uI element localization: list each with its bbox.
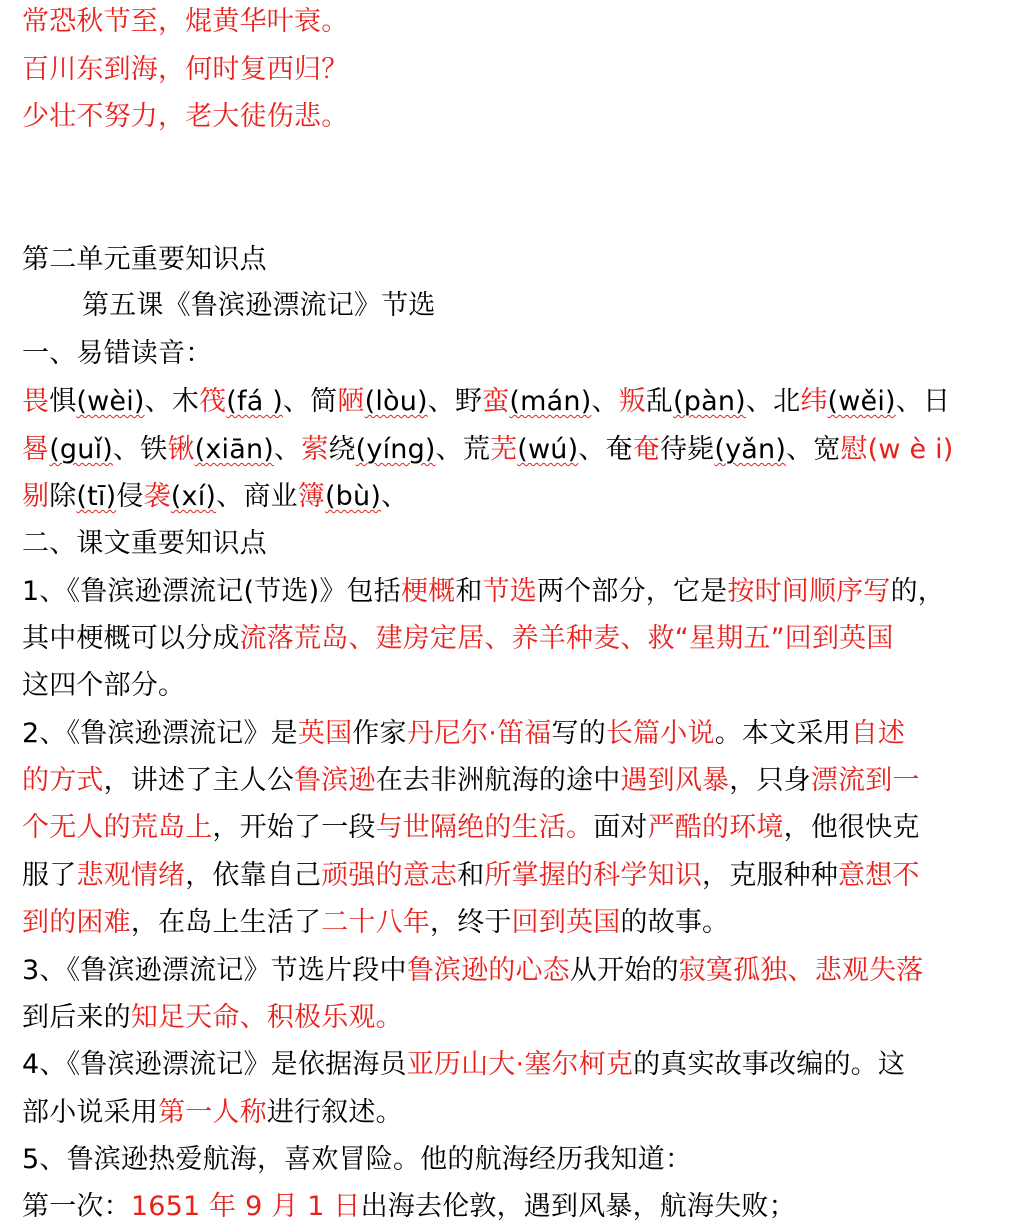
pinyin-annotation: (bù) <box>324 481 382 512</box>
highlighted-text: (w è i) <box>867 434 954 465</box>
text-segment: 其中梗概可以分成 <box>22 623 240 654</box>
highlighted-text: 节选 <box>482 576 537 607</box>
text-segment: 4、《鲁滨逊漂流记》是依据海员 <box>22 1049 407 1080</box>
point-line <box>22 951 924 991</box>
highlighted-text: 寂寞孤独、悲观失落 <box>678 955 924 986</box>
highlighted-text: 锹 <box>167 434 195 465</box>
point-line <box>22 903 729 943</box>
text-segment: 、日 <box>895 386 951 417</box>
text-segment: 。本文采用 <box>714 718 851 749</box>
highlighted-text: 的方式 <box>22 765 104 796</box>
point-line <box>22 1093 403 1133</box>
highlighted-text: 剔 <box>22 481 50 512</box>
pinyin-annotation: (wěi) <box>827 386 896 417</box>
highlighted-text: 顽强的意志 <box>321 860 458 891</box>
highlighted-text: 叛 <box>618 386 646 417</box>
text-segment: 惧 <box>49 386 77 417</box>
highlighted-text: 流落荒岛、建房定居、养羊种麦、救“星期五”回到英国 <box>239 623 894 654</box>
point-line <box>22 666 185 706</box>
pinyin-annotation: (pàn) <box>673 386 746 417</box>
poem-line-2: 百川东到海，何时复西归？ <box>22 54 349 85</box>
pinyin-annotation: (xiān) <box>194 434 275 465</box>
text-segment: 、铁 <box>113 434 168 465</box>
text-segment: 、商业 <box>216 481 298 512</box>
text-segment: 在去非洲航海的途中 <box>375 765 621 796</box>
pinyin-annotation: (mán) <box>509 386 592 417</box>
point-line <box>22 808 920 848</box>
text-segment: 、野 <box>427 386 483 417</box>
pinyin-annotation: (wèi) <box>76 386 145 417</box>
highlighted-text: 陋 <box>337 386 365 417</box>
text-segment: 面对 <box>593 812 648 843</box>
text-segment: 2、《鲁滨逊漂流记》是 <box>22 718 298 749</box>
highlighted-text: 芜 <box>490 434 518 465</box>
text-segment: 、 <box>274 434 302 465</box>
highlighted-text: 按时间顺序写 <box>727 576 891 607</box>
text-segment: 除 <box>49 481 77 512</box>
pinyin-annotation: (lòu) <box>364 386 428 417</box>
highlighted-text: 梗概 <box>400 576 456 607</box>
highlighted-text: 自述 <box>850 718 906 749</box>
highlighted-text: 晷 <box>22 434 50 465</box>
highlighted-text: 知足天命、积极乐观。 <box>130 1002 403 1033</box>
highlighted-text: 畏 <box>22 386 50 417</box>
highlighted-text: 到的困难 <box>22 907 131 938</box>
highlighted-text: 长篇小说 <box>605 718 715 749</box>
text-segment: 到后来的 <box>22 1002 131 1033</box>
lesson-title: 第五课《鲁滨逊漂流记》节选 <box>82 290 436 321</box>
highlighted-text: 鲁滨逊的心态 <box>406 955 570 986</box>
text-segment: 1、《鲁滨逊漂流记(节选)》包括 <box>22 576 401 607</box>
text-segment: ，依靠自己 <box>185 860 322 891</box>
section-title-pronunciation: 一、易错读音： <box>22 338 213 369</box>
highlighted-text: 严酷的环境 <box>647 812 784 843</box>
section-title-key-points: 二、课文重要知识点 <box>22 528 267 559</box>
highlighted-text: 蛮 <box>482 386 510 417</box>
text-segment: 、荒 <box>435 434 491 465</box>
text-segment: ，在岛上生活了 <box>130 907 322 938</box>
point-line <box>22 998 403 1038</box>
poem-line-3: 少壮不努力，老大徒伤悲。 <box>22 101 349 132</box>
text-segment: ，克服种种 <box>702 860 839 891</box>
pronunciation-line-1 <box>22 382 950 422</box>
point-line <box>22 761 920 801</box>
text-segment: 绕 <box>328 434 356 465</box>
text-segment: 这四个部分。 <box>22 670 186 701</box>
text-segment: 部小说采用 <box>22 1097 158 1128</box>
text-segment: 第一次： <box>22 1191 131 1222</box>
pinyin-annotation: (yǎn) <box>714 434 787 465</box>
text-segment: 作家 <box>352 718 407 749</box>
highlighted-text: 所掌握的科学知识 <box>484 860 703 891</box>
highlighted-text: 漂流到一 <box>810 765 920 796</box>
pronunciation-line-3 <box>22 477 408 517</box>
highlighted-text: 簿 <box>297 481 325 512</box>
text-segment: 和 <box>455 576 483 607</box>
text-segment: 乱 <box>645 386 674 417</box>
text-segment: 两个部分，它是 <box>536 576 728 607</box>
highlighted-text: 萦 <box>301 434 329 465</box>
text-segment: 、 <box>591 386 619 417</box>
text-segment: 、木 <box>144 386 200 417</box>
text-segment: 侵 <box>116 481 144 512</box>
pronunciation-line-2 <box>22 430 954 470</box>
pinyin-annotation: (guǐ) <box>49 434 114 465</box>
highlighted-text: 意想不 <box>838 860 920 891</box>
text-segment: 的故事。 <box>620 907 730 938</box>
text-segment: 待毙 <box>659 434 715 465</box>
text-segment: ，开始了一段 <box>212 812 376 843</box>
point-line <box>22 572 945 612</box>
text-segment: 5、鲁滨逊热爱航海，喜欢冒险。他的航海经历我知道： <box>22 1144 693 1175</box>
highlighted-text: 筏 <box>199 386 227 417</box>
highlighted-text: 袭 <box>143 481 171 512</box>
text-segment: 、北 <box>745 386 801 417</box>
pinyin-annotation: (xí) <box>170 481 217 512</box>
text-segment: ，只身 <box>729 765 811 796</box>
highlighted-text: 回到英国 <box>511 907 621 938</box>
highlighted-text: 遇到风暴 <box>620 765 730 796</box>
text-segment: 、宽 <box>786 434 841 465</box>
text-segment: 进行叙述。 <box>266 1097 403 1128</box>
highlighted-text: 二十八年 <box>321 907 431 938</box>
pinyin-annotation: (wú) <box>517 434 579 465</box>
poem-line-1: 常恐秋节至，焜黄华叶衰。 <box>22 6 349 37</box>
point-line <box>22 1140 692 1180</box>
highlighted-text: 第一人称 <box>158 1097 267 1128</box>
highlighted-text: 慰 <box>840 434 868 465</box>
highlighted-text: 个无人的荒岛上 <box>22 812 213 843</box>
text-segment: 和 <box>457 860 485 891</box>
text-segment: 的， <box>890 576 945 607</box>
point-line <box>22 1187 796 1227</box>
highlighted-text: 悲观情绪 <box>76 860 186 891</box>
unit-title: 第二单元重要知识点 <box>22 244 267 275</box>
text-segment: ，他很快克 <box>783 812 920 843</box>
point-line <box>22 856 920 896</box>
text-segment: 从开始的 <box>569 955 679 986</box>
text-segment: 出海去伦敦，遇到风暴，航海失败； <box>360 1191 796 1222</box>
text-segment: ，讲述了主人公 <box>103 765 295 796</box>
highlighted-text: 纬 <box>800 386 828 417</box>
text-segment: 3、《鲁滨逊漂流记》节选片段中 <box>22 955 407 986</box>
highlighted-text: 1651 年 9 月 1 日 <box>130 1191 361 1222</box>
pinyin-annotation: (fá ) <box>226 386 283 417</box>
text-segment: 、简 <box>282 386 338 417</box>
text-segment: 、奄 <box>578 434 633 465</box>
text-segment: 的真实故事改编的。这 <box>633 1049 906 1080</box>
highlighted-text: 亚历山大·塞尔柯克 <box>406 1049 634 1080</box>
highlighted-text: 英国 <box>297 718 353 749</box>
point-line <box>22 1045 905 1085</box>
text-segment: 、 <box>381 481 409 512</box>
point-line <box>22 714 905 754</box>
point-line <box>22 619 894 659</box>
highlighted-text: 奄 <box>632 434 660 465</box>
highlighted-text: 与世隔绝的生活。 <box>375 812 594 843</box>
highlighted-text: 丹尼尔·笛福 <box>406 718 552 749</box>
text-segment: 写的 <box>551 718 606 749</box>
text-segment: ，终于 <box>430 907 512 938</box>
text-segment: 服了 <box>22 860 77 891</box>
pinyin-annotation: (yíng) <box>355 434 436 465</box>
highlighted-text: 鲁滨逊 <box>294 765 376 796</box>
pinyin-annotation: (tī) <box>76 481 117 512</box>
